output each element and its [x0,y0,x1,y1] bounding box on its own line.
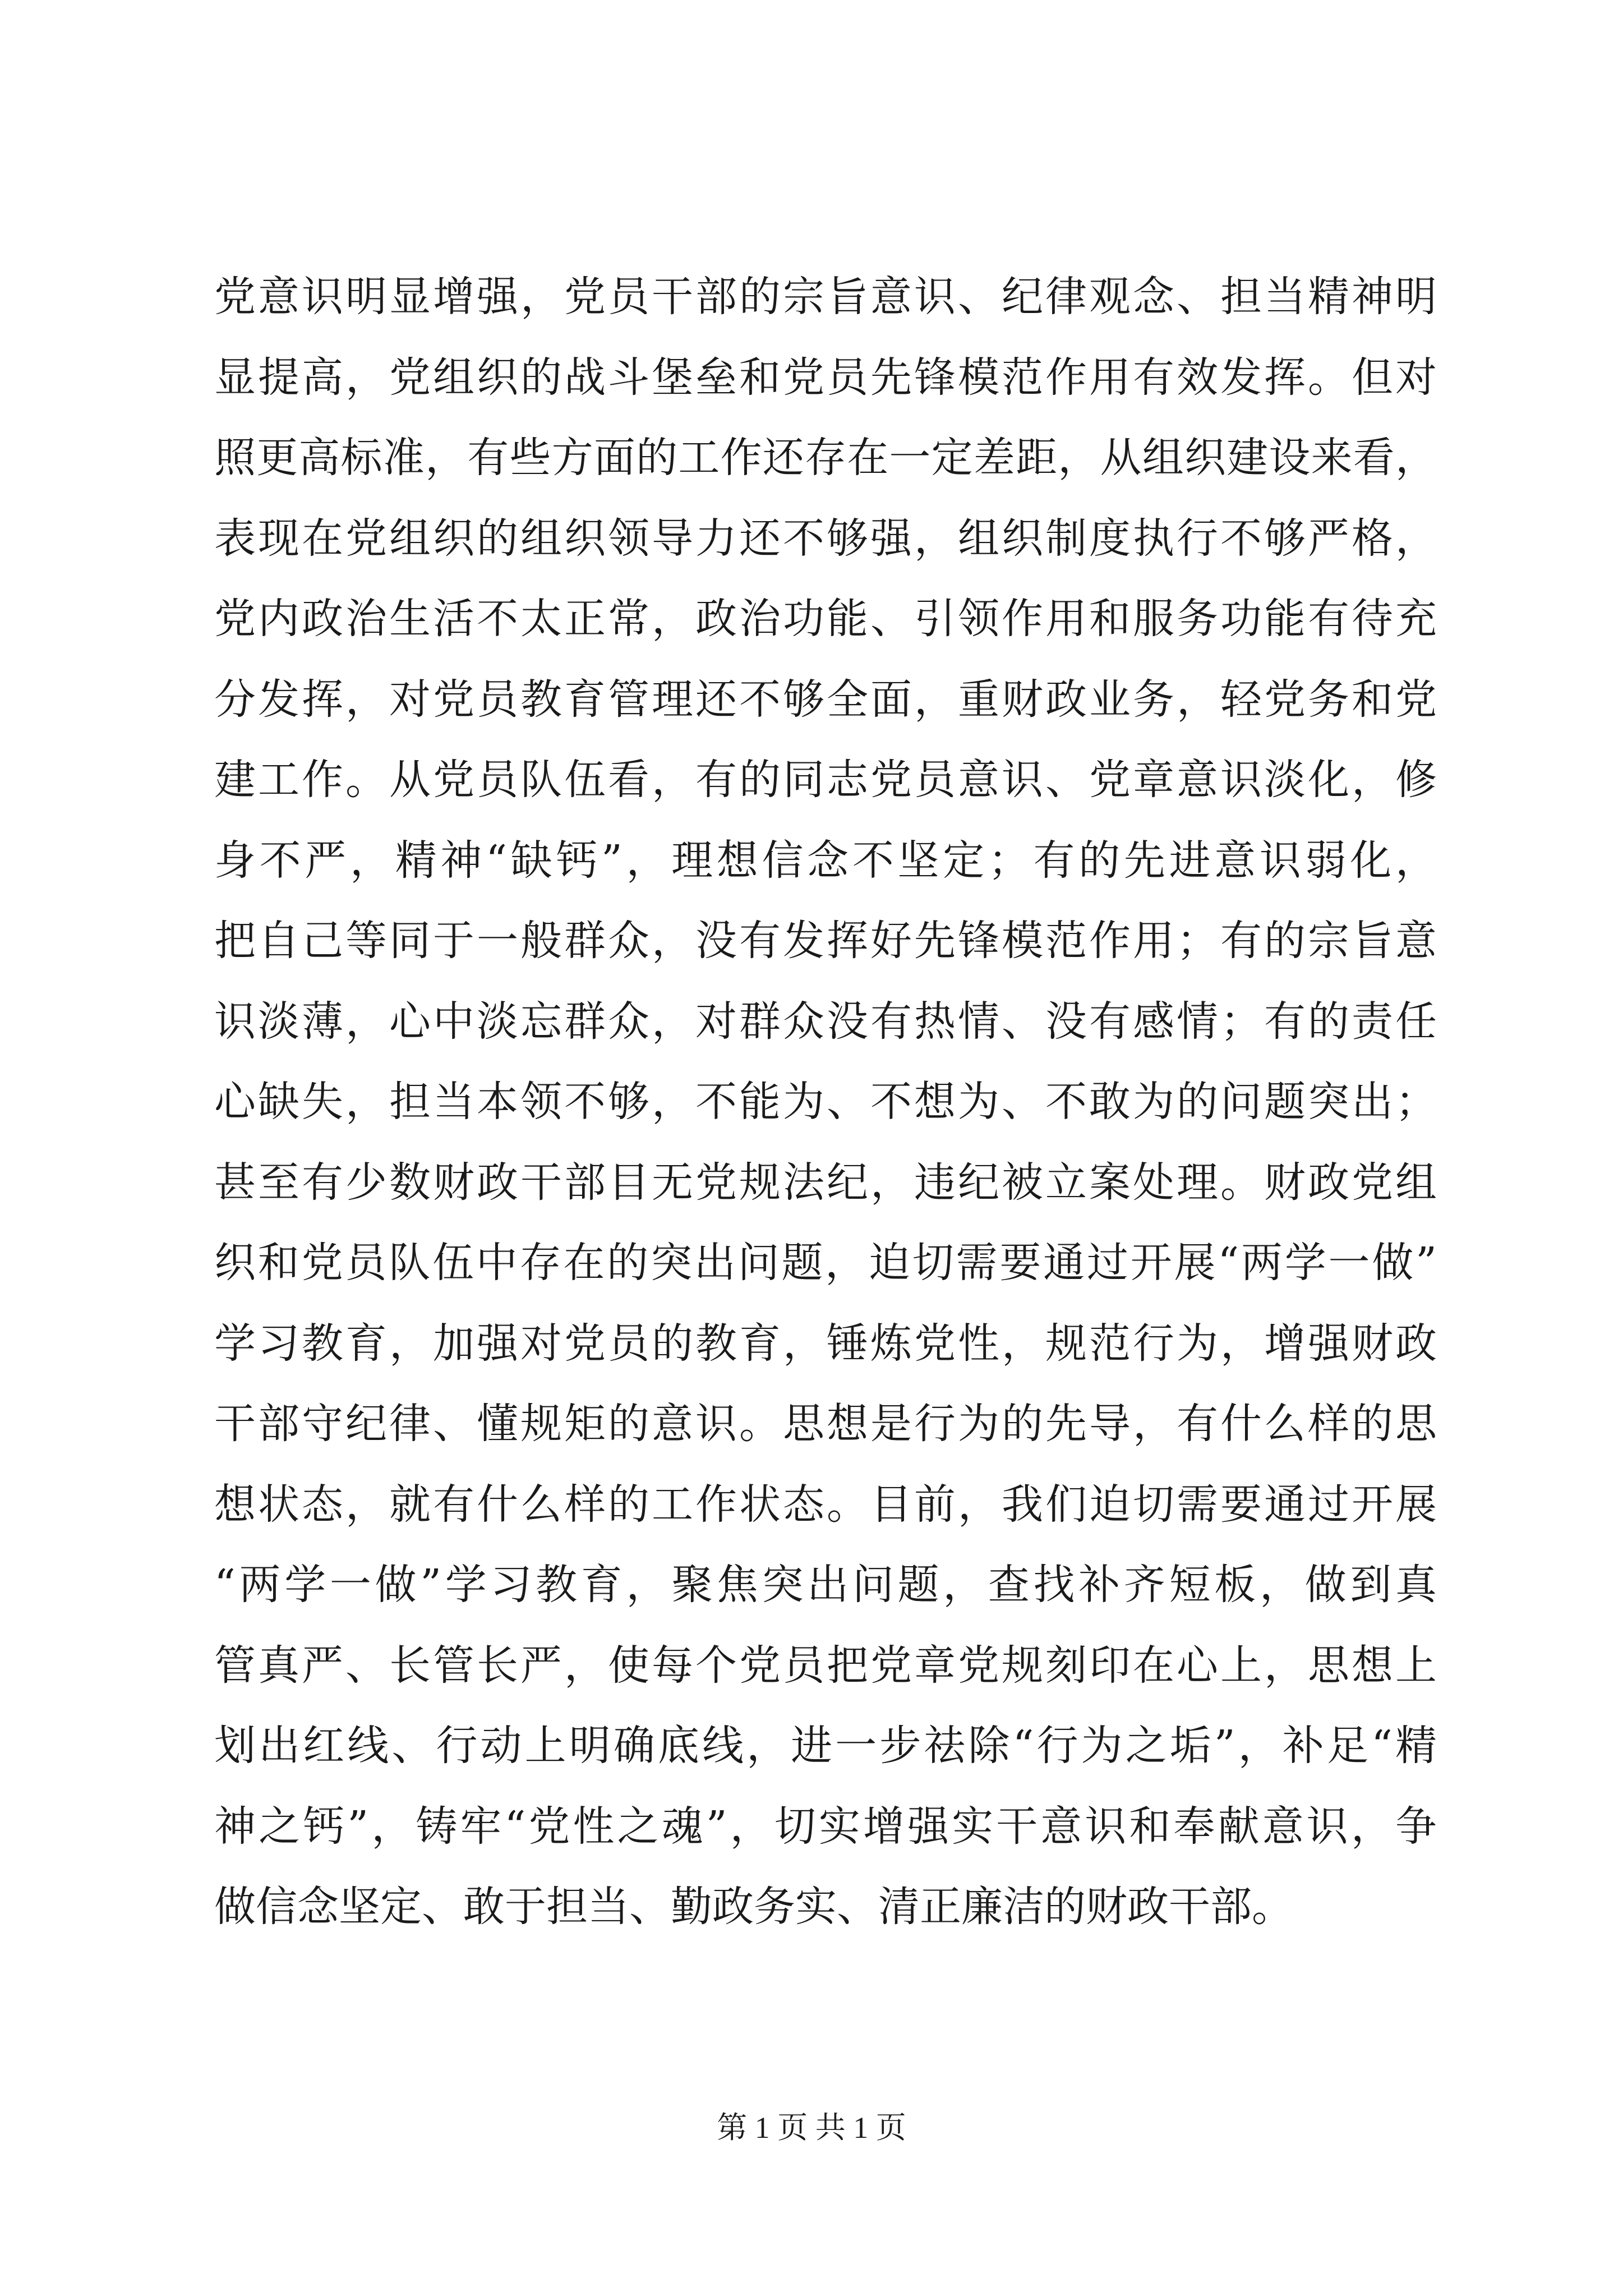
page-footer: 第 1 页 共 1 页 [717,2111,906,2145]
text-line: 建工作。从党员队伍看，有的同志党员意识、党章意识淡化，修 [214,756,1437,804]
text-line: 干部守纪律、懂规矩的意识。思想是行为的先导，有什么样的思 [214,1400,1437,1448]
text-line: “两学一做”学习教育，聚焦突出问题，查找补齐短板，做到真 [214,1561,1437,1609]
text-line: 分发挥，对党员教育管理还不够全面，重财政业务，轻党务和党 [214,675,1437,724]
body-paragraph [214,266,1437,1957]
text-line: 党内政治生活不太正常，政治功能、引领作用和服务功能有待充 [214,595,1437,643]
text-line: 识淡薄，心中淡忘群众，对群众没有热情、没有感情；有的责任 [214,997,1437,1046]
text-line: 心缺失，担当本领不够，不能为、不想为、不敢为的问题突出； [214,1078,1437,1126]
text-line: 管真严、长管长严，使每个党员把党章党规刻印在心上，思想上 [214,1641,1437,1690]
text-line: 显提高，党组织的战斗堡垒和党员先锋模范作用有效发挥。但对 [214,353,1437,402]
text-line: 党意识明显增强，党员干部的宗旨意识、纪律观念、担当精神明 [214,273,1437,321]
text-line: 身不严，精神“缺钙”，理想信念不坚定；有的先进意识弱化， [214,836,1437,885]
text-line: 表现在党组织的组织领导力还不够强，组织制度执行不够严格， [214,514,1437,563]
text-line: 划出红线、行动上明确底线，进一步祛除“行为之垢”，补足“精 [214,1722,1437,1770]
text-line: 把自己等同于一般群众，没有发挥好先锋模范作用；有的宗旨意 [214,917,1437,965]
text-line: 想状态，就有什么样的工作状态。目前，我们迫切需要通过开展 [214,1480,1437,1529]
text-line: 织和党员队伍中存在的突出问题，迫切需要通过开展“两学一做” [214,1239,1437,1287]
text-line: 做信念坚定、敢于担当、勤政务实、清正廉洁的财政干部。 [214,1883,1293,1931]
text-line: 甚至有少数财政干部目无党规法纪，违纪被立案处理。财政党组 [214,1158,1437,1207]
text-line: 学习教育，加强对党员的教育，锤炼党性，规范行为，增强财政 [214,1319,1437,1368]
text-line: 照更高标准，有些方面的工作还存在一定差距，从组织建设来看， [214,434,1437,482]
text-line: 神之钙”，铸牢“党性之魂”，切实增强实干意识和奉献意识，争 [214,1802,1437,1851]
